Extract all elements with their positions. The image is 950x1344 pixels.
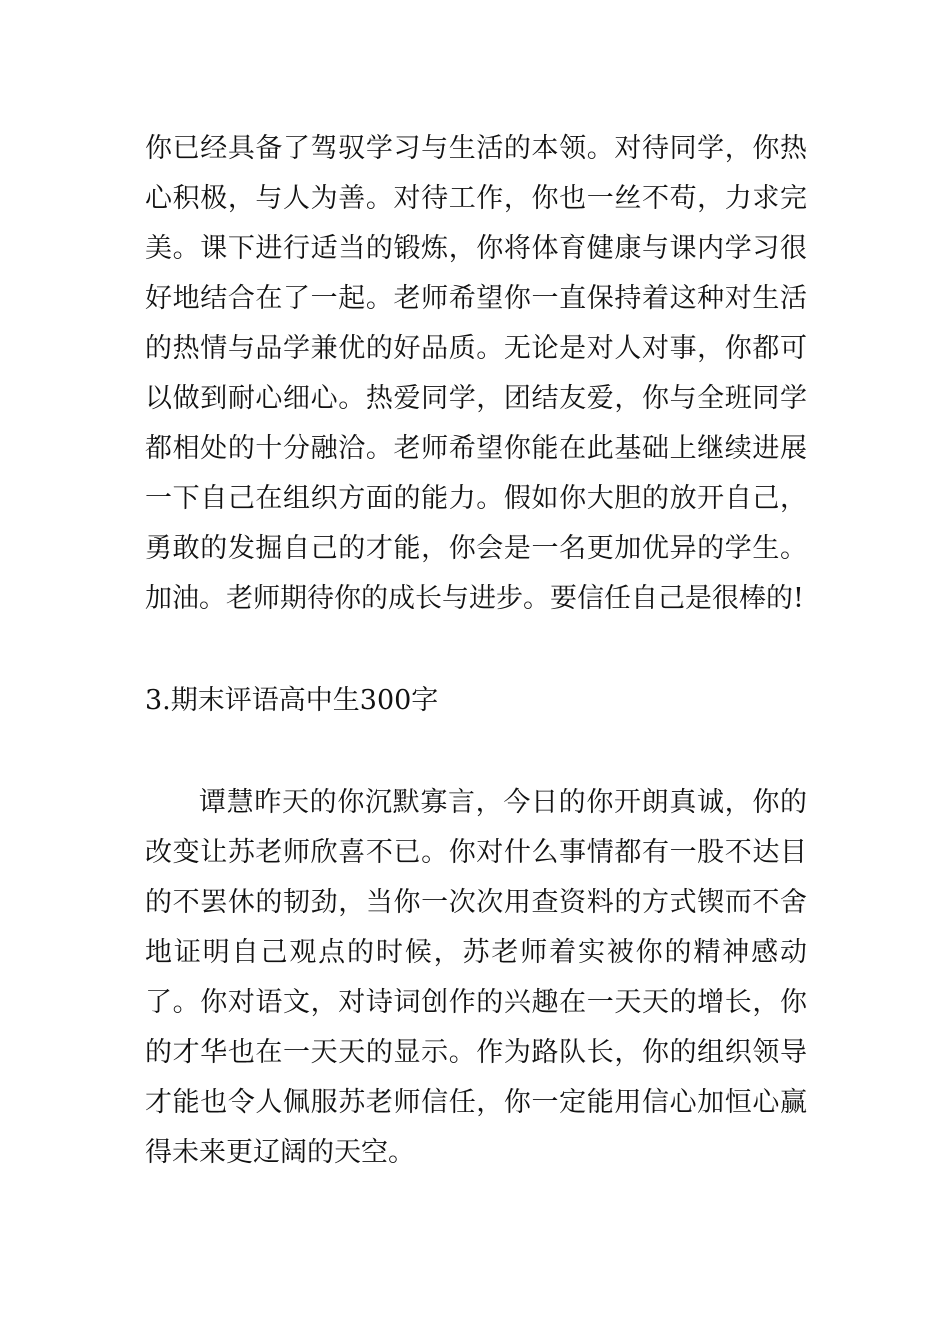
paragraph-continued: 你已经具备了驾驭学习与生活的本领。对待同学，你热心积极，与人为善。对待工作，你也一丝不苟，力求完美。课下进行适当的锻炼，你将体育健康与课内学习很好地结合在了一起。老师希望你一直保持着这种对生活的热情与品学兼优的好品质。无论是对人对事，你都可以做到耐心细心。热爱同学，团结友爱，你与全班同学都相处的十分融洽。老师希望你能在此基础上继续进展一下自己在组织方面的能力。假如你大胆的放开自己，勇敢的发掘自己的才能，你会是一名更加优异的学生。加油。老师期待你的成长与进步。要信任自己是很棒的!: [145, 133, 807, 614]
paragraph-comment: 谭慧昨天的你沉默寡言，今日的你开朗真诚，你的改变让苏老师欣喜不已。你对什么事情都有一股不达目的不罢休的韧劲，当你一次次用查资料的方式锲而不舍地证明自己观点的时候，苏老师着实被你的精神感动了。你对语文，对诗词创作的兴趣在一天天的增长，你的才华也在一天天的显示。作为路队长，你的组织领导才能也令人佩服苏老师信任，你一定能用信心加恒心赢得未来更辽阔的天空。: [145, 787, 807, 1168]
document-body: [145, 124, 807, 1178]
section-heading: 3.期末评语高中生300字: [145, 685, 439, 716]
